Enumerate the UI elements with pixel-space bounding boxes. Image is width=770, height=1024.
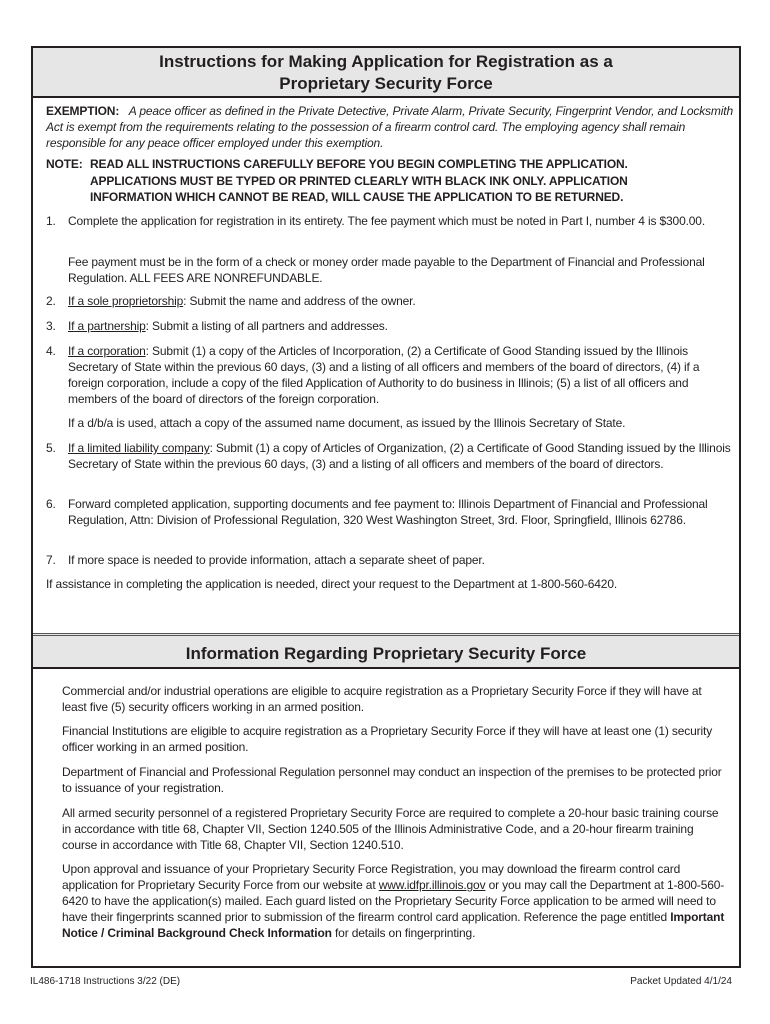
item-2-text xyxy=(68,293,733,309)
exemption-paragraph xyxy=(46,103,734,151)
note-label: NOTE: xyxy=(46,157,83,171)
item-1-text: Complete the application for registration in its entirety. The fee payment which must be noted in Part I, number 4 is $300.00. xyxy=(68,214,706,228)
info-header: Information Regarding Proprietary Security Force xyxy=(33,633,739,669)
notice-reference: Important Notice / Criminal Background Check Information xyxy=(62,910,725,940)
title-line-1: Instructions for Making Application for Registration as a xyxy=(159,52,613,71)
item-6-text: Forward completed application, supporting documents and fee payment to: Illinois Department of Financial and Professional Regulation, Attn: Division of Professional Regulation, 320 West Washington Street, 3rd. Floor, Springfield, Illinois 62786. xyxy=(68,497,708,527)
exemption-text: A peace officer as defined in the Private Detective, Private Alarm, Private Security, Fingerprint Vendor, and Locksmith Act is exempt from the requirements relating to the possession of a firearm control card. The employing agency shall remain responsible for any peace officer employed under this exemption. xyxy=(46,104,733,150)
info-paragraph: Commercial and/or industrial operations are eligible to acquire registration as a Proprietary Security Force if they will have at least five (5) security officers working in an armed position. xyxy=(62,684,702,714)
item-number: 1. xyxy=(46,214,56,228)
item-number: 3. xyxy=(46,319,56,333)
info-paragraph: Financial Institutions are eligible to acquire registration as a Proprietary Security Force if they will have at least one (1) security officer working in an armed position. xyxy=(62,724,713,754)
info-paragraph: All armed security personnel of a registered Proprietary Security Force are required to complete a 20-hour basic training course in accordance with title 68, Chapter VII, Section 1240.505 of the Illinois Administrative Code, and a 20-hour firearm training course in accordance with Title 68, Chapter VII, Section 1240.510. xyxy=(62,806,719,852)
item-1-fee-text: Fee payment must be in the form of a check or money order made payable to the Department of Financial and Professional Regulation. ALL FEES ARE NONREFUNDABLE. xyxy=(68,255,705,285)
item-3-lead: If a partnership xyxy=(68,319,146,333)
item-5-lead: If a limited liability company xyxy=(68,441,210,455)
packet-updated: Packet Updated 4/1/24 xyxy=(630,976,732,987)
item-number: 7. xyxy=(46,553,56,567)
item-number: 4. xyxy=(46,344,56,358)
note-text: READ ALL INSTRUCTIONS CAREFULLY BEFORE YOU BEGIN COMPLETING THE APPLICATION. APPLICATIONS MUST BE TYPED OR PRINTED CLEARLY WITH BLACK INK ONLY. APPLICATION INFORMATION WHICH CANNOT BE READ, WILL CAUSE THE APPLICATION TO BE RETURNED. xyxy=(90,157,628,204)
instructions-header xyxy=(33,48,739,98)
item-2-lead: If a sole proprietorship xyxy=(68,294,184,308)
item-5-body: : Submit (1) a copy of Articles of Organization, (2) a Certificate of Good Standing issued by the Illinois Secretary of State within the previous 60 days, (3) and a listing of all officers and members of the board of directors. xyxy=(68,441,731,471)
item-number: 2. xyxy=(46,294,56,308)
website-link[interactable]: www.idfpr.illinois.gov xyxy=(378,878,486,892)
exemption-label: EXEMPTION: xyxy=(46,104,120,118)
item-3-text xyxy=(68,318,733,334)
info-text: Upon approval and issuance of your Proprietary Security Force Registration, you may download the firearm control card application for Proprietary Security Force from our website at xyxy=(62,862,681,892)
item-4-body: : Submit (1) a copy of the Articles of Incorporation, (2) a Certificate of Good Standing issued by the Illinois Secretary of State within the previous 60 days, (3) and a listing of all officers and members of the board of directors, (4) if a foreign corporation, include a copy of the filed Application of Authority to do business in Illinois; (5) a list of all officers and members of the board of directors of the foreign corporation. xyxy=(68,344,700,406)
item-number: 5. xyxy=(46,441,56,455)
item-7-text: If more space is needed to provide information, attach a separate sheet of paper. xyxy=(68,553,485,567)
form-number: IL486-1718 Instructions 3/22 (DE) xyxy=(30,976,181,987)
item-5-text xyxy=(68,440,733,472)
item-4-dba-text: If a d/b/a is used, attach a copy of the assumed name document, as issued by the Illinois Secretary of State. xyxy=(68,416,626,430)
assistance-text: If assistance in completing the application is needed, direct your request to the Department at 1-800-560-6420. xyxy=(46,577,618,591)
item-number: 6. xyxy=(46,497,56,511)
item-4-lead: If a corporation xyxy=(68,344,146,358)
item-3-body: : Submit a listing of all partners and addresses. xyxy=(145,319,388,333)
info-text: for details on fingerprinting. xyxy=(331,926,476,940)
item-2-body: : Submit the name and address of the owner. xyxy=(183,294,416,308)
info-paragraph-last xyxy=(62,861,728,941)
title-line-2: Proprietary Security Force xyxy=(279,74,493,93)
info-paragraph: Department of Financial and Professional Regulation personnel may conduct an inspection of the premises to be protected prior to issuance of your registration. xyxy=(62,765,722,795)
item-4-text xyxy=(68,343,733,407)
info-text: or you may call the Department at 1-800-560-6420 to have the application(s) mailed. Each guard listed on the Proprietary Security Force application to be armed will need to have their fingerprints scanned prior to submission of the firearm control card application. Reference the page entitled xyxy=(62,878,725,924)
